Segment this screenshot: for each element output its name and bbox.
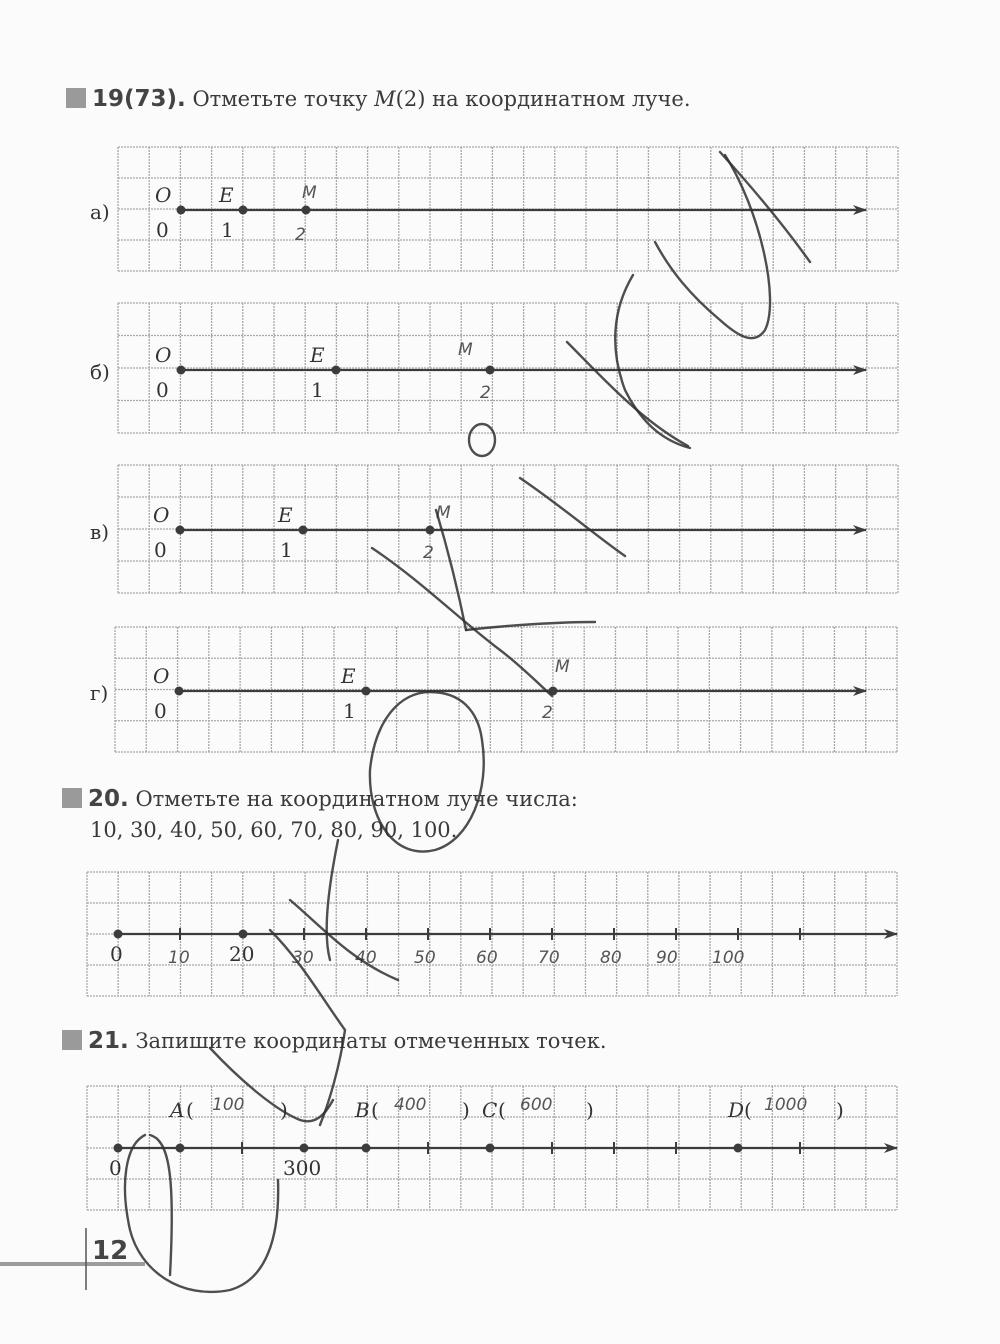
point-name: C <box>482 1098 498 1122</box>
unit-label: E <box>341 664 356 688</box>
handwritten-label: 100 <box>712 948 745 968</box>
point-dot <box>362 687 371 696</box>
ray-b <box>177 366 867 375</box>
origin-label: O <box>155 343 172 367</box>
point-name: B <box>355 1098 370 1122</box>
point-name: A <box>170 1098 185 1122</box>
part-label-g: г) <box>90 681 109 705</box>
coordinate-answer-handwritten: 600 <box>520 1095 553 1115</box>
answer-label-handwritten: M <box>302 183 317 203</box>
answer-label-handwritten: M <box>458 340 473 360</box>
point-dot <box>302 206 311 215</box>
answer-value-handwritten: 2 <box>542 703 553 723</box>
answer-value-handwritten: 2 <box>295 225 306 245</box>
close-paren: ) <box>586 1098 594 1122</box>
origin-label: O <box>155 183 172 207</box>
answer-value-handwritten: 2 <box>480 383 491 403</box>
point-dot <box>300 1144 309 1153</box>
handwritten-label: 50 <box>414 948 436 968</box>
answer-value-handwritten: 2 <box>423 543 434 563</box>
point-dot <box>176 526 185 535</box>
part-label-a: а) <box>90 200 110 224</box>
point-dot <box>299 526 308 535</box>
coordinate-answer-handwritten: 100 <box>212 1095 245 1115</box>
page-number: 12 <box>92 1236 129 1266</box>
printed-label-0: 0 <box>110 942 123 966</box>
open-paren: ( <box>498 1098 506 1122</box>
origin-value: 0 <box>156 378 169 402</box>
answer-label-handwritten: M <box>436 503 451 523</box>
open-paren: ( <box>744 1098 752 1122</box>
point-dot <box>176 1144 185 1153</box>
handwritten-label: 10 <box>168 948 190 968</box>
point-dot <box>239 206 248 215</box>
point-dot <box>177 366 186 375</box>
task-20-numbers: 10, 30, 40, 50, 60, 70, 80, 90, 100. <box>90 818 458 842</box>
ray-21 <box>114 1142 898 1154</box>
grid-b <box>118 303 898 433</box>
close-paren: ) <box>836 1098 844 1122</box>
open-paren: ( <box>371 1098 379 1122</box>
unit-label: E <box>310 343 325 367</box>
unit-value: 1 <box>280 538 293 562</box>
unit-value: 1 <box>221 218 234 242</box>
unit-value: 1 <box>343 699 356 723</box>
point-dot <box>486 366 495 375</box>
point-dot <box>362 1144 371 1153</box>
task-number: 21. <box>88 1028 129 1054</box>
coordinate-answer-handwritten: 1000 <box>764 1095 808 1115</box>
point-dot <box>239 930 248 939</box>
open-paren: ( <box>186 1098 194 1122</box>
point-arg: (2) <box>395 87 426 111</box>
handwritten-label: 80 <box>600 948 622 968</box>
printed-label-300: 300 <box>283 1156 322 1180</box>
ray-layer <box>114 206 898 1155</box>
point-coordinate-labels <box>168 1095 844 1122</box>
task-number: 20. <box>88 786 129 812</box>
unit-label: E <box>278 503 293 527</box>
ray-a <box>177 206 867 215</box>
printed-label-0: 0 <box>109 1156 122 1180</box>
point-dot <box>426 526 435 535</box>
grid-layer <box>87 147 898 1210</box>
close-paren: ) <box>280 1098 288 1122</box>
coordinate-answer-handwritten: 400 <box>394 1095 427 1115</box>
origin-value: 0 <box>154 538 167 562</box>
point-dot <box>486 1144 495 1153</box>
task-text-end: на координатном луче. <box>425 87 691 111</box>
point-dot <box>332 366 341 375</box>
close-paren: ) <box>462 1098 470 1122</box>
handwritten-label: 60 <box>476 948 498 968</box>
task-text: Отметьте на координатном луче числа: <box>135 787 578 811</box>
unit-value: 1 <box>311 378 324 402</box>
ray-g <box>175 687 867 696</box>
point-name: M <box>374 87 396 111</box>
task-text: Запишите координаты отмеченных точек. <box>135 1029 607 1053</box>
point-dot <box>114 930 123 939</box>
point-dot <box>175 687 184 696</box>
task-text: Отметьте точку <box>192 87 375 111</box>
point-name: D <box>728 1098 745 1122</box>
grid-g <box>115 627 897 752</box>
origin-value: 0 <box>154 699 167 723</box>
handwritten-label: 40 <box>355 948 377 968</box>
point-dot <box>177 206 186 215</box>
handwritten-label: 70 <box>538 948 560 968</box>
answer-label-handwritten: M <box>555 657 570 677</box>
unit-label: E <box>219 183 234 207</box>
origin-label: O <box>153 503 170 527</box>
point-dot <box>114 1144 123 1153</box>
point-dot <box>734 1144 743 1153</box>
ray-20 <box>114 928 898 940</box>
origin-value: 0 <box>156 218 169 242</box>
handwritten-label: 90 <box>656 948 678 968</box>
part-label-v: в) <box>90 520 110 544</box>
printed-label-20: 20 <box>229 942 255 966</box>
part-label-b: б) <box>90 360 110 384</box>
handwritten-label: 30 <box>292 948 314 968</box>
origin-label: O <box>153 664 170 688</box>
task-number: 19(73). <box>92 86 186 112</box>
